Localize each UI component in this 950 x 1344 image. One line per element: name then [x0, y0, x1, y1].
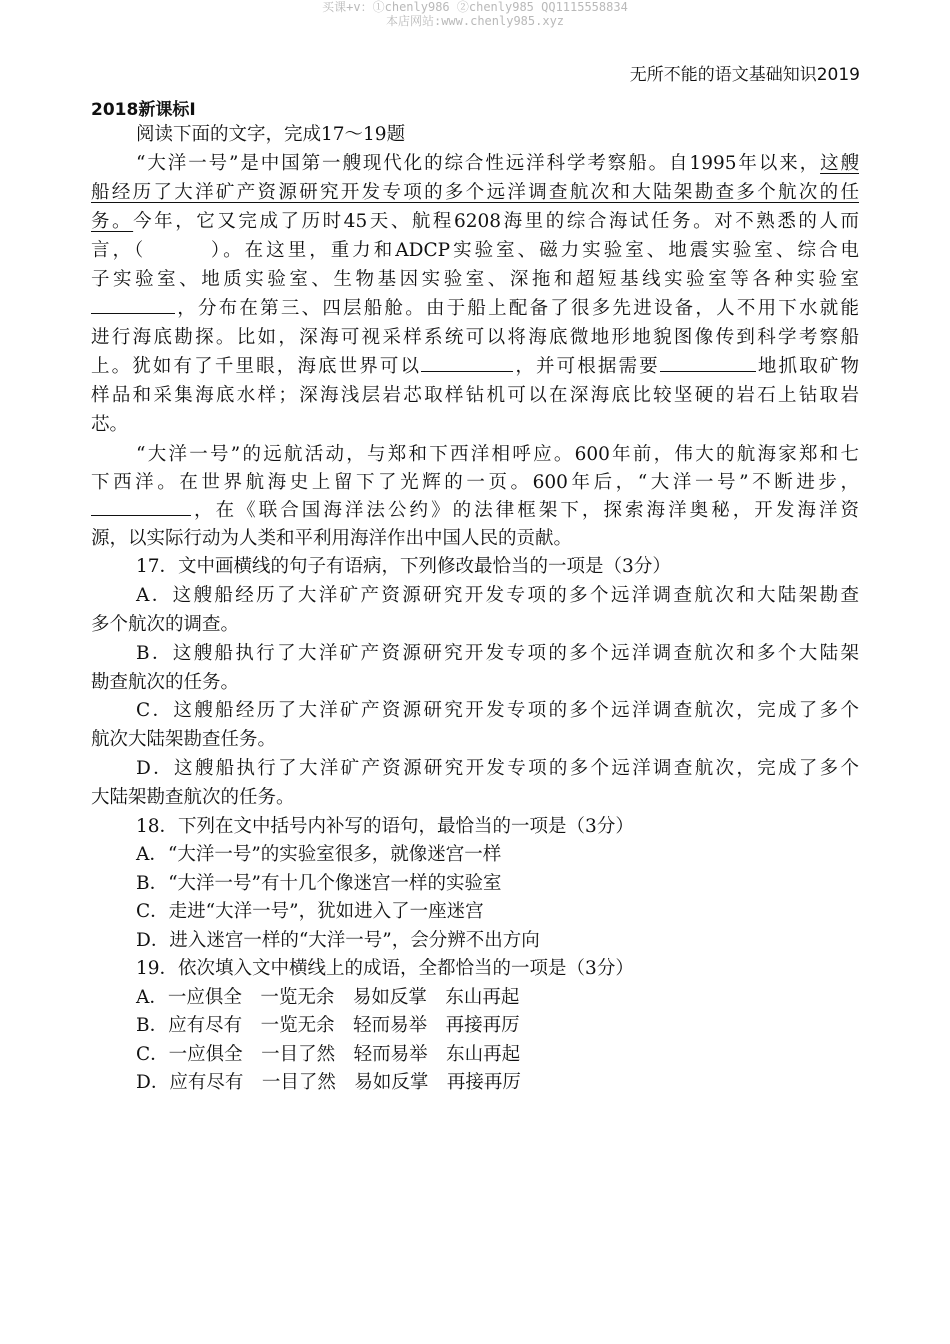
question-17-option-c: C．这艘船经历了大洋矿产资源研究开发专项的多个远洋调查航次，完成了多个 [136, 700, 859, 721]
watermark-line-2: 本店网站:www.chenly985.xyz [385, 14, 565, 28]
watermark-line-1: 买课+v：①chenly986 ②chenly985 QQ1115558834 [322, 0, 628, 14]
passage-line: 样品和采集海底水样；深海浅层岩芯取样钻机可以在深海底比较坚硬的岩石上钻取岩 [91, 385, 859, 406]
question-18-option-c: C．走进“大洋一号”，犹如进入了一座迷宫 [136, 901, 484, 922]
passage-line: ，分布在第三、四层船舱。由于船上配备了很多先进设备，人不用下水就能 [91, 295, 859, 323]
passage-line: 芯。 [91, 414, 129, 435]
question-19-option-b: B．应有尽有 一览无余 轻而易举 再接再厉 [136, 1015, 520, 1036]
passage-line: 进行海底勘探。比如，深海可视采样系统可以将海底微地形地貌图像传到科学考察船 [91, 327, 859, 348]
underlined-sentence: 这艘 [820, 153, 859, 174]
question-19-option-a: A．一应俱全 一览无余 易如反掌 东山再起 [136, 987, 520, 1008]
fill-blank [91, 497, 191, 516]
question-17-option-b-cont: 勘查航次的任务。 [91, 672, 240, 693]
question-17-stem: 17．文中画横线的句子有语病，下列修改最恰当的一项是（3分） [136, 556, 671, 577]
question-19-stem: 19．依次填入文中横线上的成语，全都恰当的一项是（3分） [136, 958, 634, 979]
question-18-option-b: B．“大洋一号”有十几个像迷宫一样的实验室 [136, 873, 502, 894]
question-18-option-a: A．“大洋一号”的实验室很多，就像迷宫一样 [136, 844, 502, 865]
passage-line: 上。犹如有了千里眼，海底世界可以 ，并可根据需要 地抓取矿物 [91, 353, 859, 381]
question-17-option-d-cont: 大陆架勘查航次的任务。 [91, 787, 295, 808]
question-17-option-a: A．这艘船经历了大洋矿产资源研究开发专项的多个远洋调查航次和大陆架勘查 [136, 585, 859, 606]
passage-line: 子实验室、地质实验室、生物基因实验室、深拖和超短基线实验室等各种实验室 [91, 269, 859, 290]
fill-blank [421, 353, 513, 372]
passage-line [91, 179, 859, 207]
fill-blank [660, 353, 756, 372]
question-17-option-a-cont: 多个航次的调查。 [91, 614, 240, 635]
question-19-option-c: C．一应俱全 一目了然 轻而易举 东山再起 [136, 1044, 521, 1065]
question-17-option-d: D．这艘船执行了大洋矿产资源研究开发专项的多个远洋调查航次，完成了多个 [136, 758, 859, 779]
passage-line: 下西洋。在世界航海史上留下了光辉的一页。600年后，“大洋一号”不断进步， [91, 472, 859, 493]
passage-line: 言，（ ）。在这里，重力和ADCP实验室、磁力实验室、地震实验室、综合电 [91, 240, 859, 261]
underlined-sentence: 船经历了大洋矿产资源研究开发专项的多个远洋调查航次和大陆架勘查多个航次的任 [91, 182, 859, 203]
passage-line: “大洋一号”的远航活动，与郑和下西洋相呼应。600年前，伟大的航海家郑和七 [136, 444, 859, 465]
question-19-option-d: D．应有尽有 一目了然 易如反掌 再接再厉 [136, 1072, 521, 1093]
underlined-sentence: 务。 [91, 211, 134, 232]
page-header-title: 无所不能的语文基础知识2019 [629, 65, 860, 85]
question-17-option-c-cont: 航次大陆架勘查任务。 [91, 729, 277, 750]
passage-line: 源，以实际行动为人类和平利用海洋作出中国人民的贡献。 [91, 528, 573, 549]
instruction: 阅读下面的文字，完成17～19题 [136, 124, 406, 145]
passage-line: ，在《联合国海洋法公约》的法律框架下，探索海洋奥秘，开发海洋资 [91, 497, 859, 525]
question-18-stem: 18．下列在文中括号内补写的语句，最恰当的一项是（3分） [136, 816, 634, 837]
fill-blank [91, 295, 175, 314]
question-17-option-b: B．这艘船执行了大洋矿产资源研究开发专项的多个远洋调查航次和多个大陆架 [136, 643, 859, 664]
passage-line: “大洋一号”是中国第一艘现代化的综合性远洋科学考察船。自1995年以来，这艘 [136, 153, 859, 174]
passage-line: 务。今年，它又完成了历时45天、航程6208海里的综合海试任务。对不熟悉的人而 [91, 211, 859, 232]
section-title: 2018新课标Ⅰ [91, 100, 196, 120]
question-18-option-d: D．进入迷宫一样的“大洋一号”，会分辨不出方向 [136, 930, 540, 951]
